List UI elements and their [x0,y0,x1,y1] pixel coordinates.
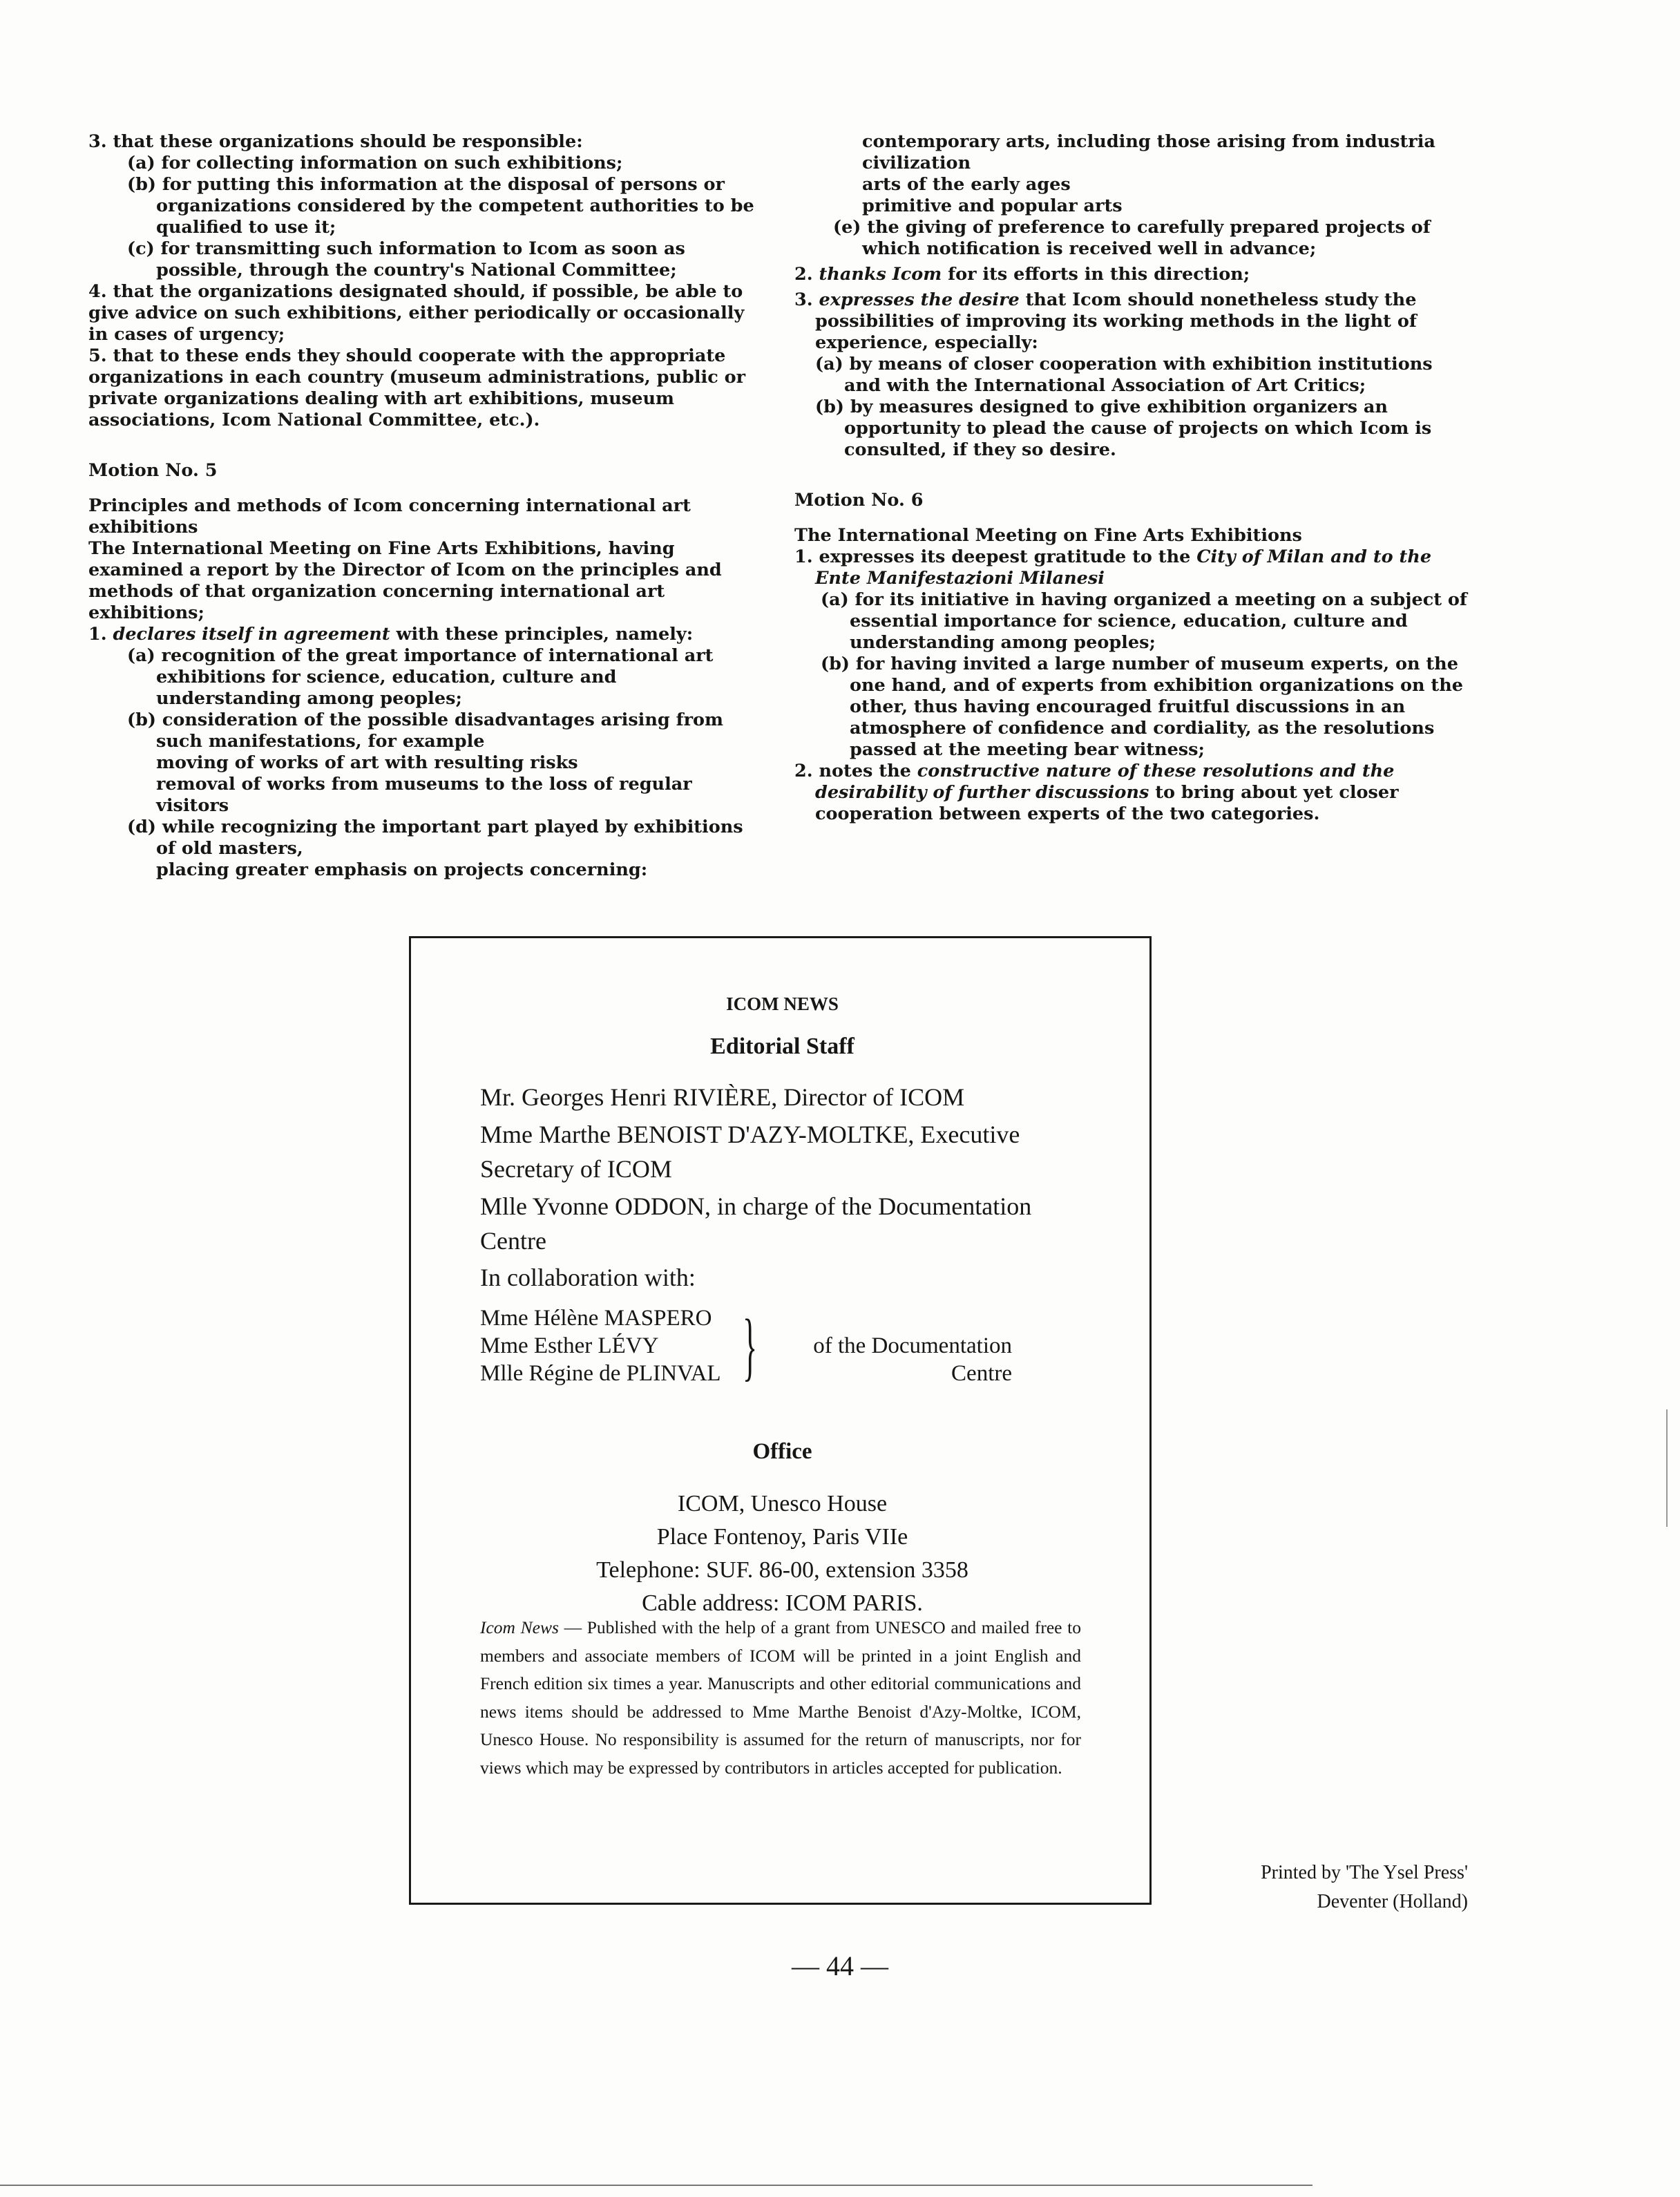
scan-edge-line [0,2185,1312,2186]
collaborator-2: Mme Esther LÉVY [480,1333,659,1358]
item-5: 5. that to these ends they should cooperate with the appropriate organizations in each country (museum administrations, public or private organizations dealing with art exhibitions, museum associations, Icom National Committee, etc.). [88,345,746,430]
staff-director: Mr. Georges Henri RIVIÈRE, Director of ICOM [480,1083,965,1111]
motion-5-intro: The International Meeting on Fine Arts Exhibitions, having examined a report by the Director of Icom on the principles and methods of that organization concerning international art exhibitions; [88,538,722,623]
motion-6-item-1-italic: City of Milan and to the Ente Manifestazioni Milanesi [815,546,1432,589]
motion-5-sub-d: (d) while recognizing the important part played by exhibitions of old masters, [127,817,743,859]
cont-line-2: arts of the early ages [862,174,1071,195]
motion-5-heading: Motion No. 5 [88,460,218,481]
motion-6-item-1: 1. expresses its deepest gratitude to the City of Milan and to the Ente Manifestazioni Milanesi [794,546,1432,589]
item-3-right-italic: expresses the desire [819,289,1020,310]
item-2-italic: thanks Icom [819,264,942,285]
printer-credit [1188,1858,1468,1917]
item-3-right-rest: that Icom should nonetheless study the possibilities of improving its working methods in the light of experience, especially: [815,289,1417,353]
page-number: — 44 — [792,1950,888,1981]
motion-5-b-line-2: removal of works from museums to the loss of regular visitors [156,774,692,816]
staff-documentation: Mlle Yvonne ODDON, in charge of the Documentation Centre [480,1192,1032,1255]
office-address [411,1487,1154,1620]
printer-line-2: Deventer (Holland) [1317,1891,1468,1912]
office-heading: Office [752,1439,812,1464]
motion-6-item-1-rest: expresses its deepest gratitude to the [819,546,1191,567]
motion-5-b-line-1: moving of works of art with resulting risks [156,752,578,773]
motion-6-item-2-italic: constructive nature of these resolutions and the desirability of further discussions [815,761,1395,803]
collaborators-group-label: of the Documentation Centre [813,1333,1012,1386]
item-3b: (b) for putting this information at the disposal of persons or organizations considered by the competent authorities to be qualified to use it; [127,174,754,238]
item-3-right: 3. expresses the desire that Icom should nonetheless study the possibilities of improving its working methods in the light of experience, especially: [794,289,1417,353]
curly-brace-icon: } [743,1304,758,1388]
item-4: 4. that the organizations designated should, if possible, be able to give advice on such exhibitions, either periodically or occasionally in cases of urgency; [88,281,745,345]
office-telephone: Telephone: SUF. 86-00, extension 3358 [596,1557,968,1583]
item-3a: (a) for collecting information on such exhibitions; [127,153,623,173]
item-3: 3. that these organizations should be responsible: [88,131,583,152]
motion-6-sub-a: (a) for its initiative in having organized a meeting on a subject of essential importance for science, education, culture and understanding among peoples; [821,589,1467,653]
publication-note-text: — Published with the help of a grant from UNESCO and mailed free to members and associate members of ICOM will be printed in a joint English and French edition six times a year. Manuscripts and other editorial communications and news items should be addressed to Mme Marthe Benoist d'Azy-Moltke, ICOM, Unesco House. No responsibility is assumed for the return of manuscripts, nor for views which may be expressed by contributors in articles accepted for publication. [480,1617,1081,1778]
motion-5-item-1-italic: declares itself in agreement [113,624,390,645]
motion-6-intro: The International Meeting on Fine Arts Exhibitions [794,525,1302,546]
office-line-2: Place Fontenoy, Paris VIIe [656,1524,908,1550]
motion-6-item-2: 2. notes the constructive nature of these resolutions and the desirability of further discussions to bring about yet closer cooperation between experts of the two categories. [794,761,1399,824]
item-2-rest: for its efforts in this direction; [948,264,1250,285]
staff-secretary: Mme Marthe BENOIST D'AZY-MOLTKE, Executive Secretary of ICOM [480,1121,1020,1183]
staff-list [480,1080,1081,1258]
publication-note [480,1614,1081,1782]
cont-line-1: contemporary arts, including those arising from industria civilization [862,131,1435,173]
box-title: ICOM NEWS [726,993,839,1014]
motion-6-item-2-post: to bring about yet closer cooperation between experts of the two categories. [815,782,1399,824]
printer-line-1: Printed by 'The Ysel Press' [1261,1862,1468,1883]
item-2: 2. thanks Icom for its efforts in this direction; [794,264,1250,285]
motion-6-sub-b: (b) for having invited a large number of museum experts, on the one hand, and of experts from exhibition organizations on the other, thus having encouraged fruitful discussions in an atmosphere of confidence and cordiality, as the resolutions passed at the meeting bear witness; [821,654,1463,760]
motion-5-d-line-1: placing greater emphasis on projects concerning: [156,859,648,880]
office-cable: Cable address: ICOM PARIS. [642,1590,923,1616]
cont-line-3: primitive and popular arts [862,196,1123,216]
motion-5-subheading: Principles and methods of Icom concerning international art exhibitions [88,495,691,538]
publication-note-title: Icom News [480,1617,559,1637]
item-3c: (c) for transmitting such information to Icom as soon as possible, through the country's National Committee; [127,238,685,280]
collaboration-heading: In collaboration with: [480,1264,696,1291]
motion-6-heading: Motion No. 6 [794,490,924,511]
motion-6-item-2-pre: notes the [819,761,911,781]
collaborator-1: Mme Hélène MASPERO [480,1306,712,1331]
motion-5-item-1-rest: with these principles, namely: [396,624,694,645]
item-3-right-a: (a) by means of closer cooperation with exhibition institutions and with the International Association of Art Critics; [815,354,1433,396]
motion-5-sub-a: (a) recognition of the great importance of international art exhibitions for science, education, culture and understanding among peoples; [127,645,714,709]
icom-news-box [409,936,1152,1905]
collaborator-3: Mlle Régine de PLINVAL [480,1361,721,1386]
sub-e: (e) the giving of preference to carefully prepared projects of which notification is received well in advance; [833,217,1431,259]
motion-5-item-1: 1. declares itself in agreement with these principles, namely: [88,624,694,645]
left-column [88,131,762,881]
right-column [794,131,1468,825]
item-3-right-b: (b) by measures designed to give exhibition organizers an opportunity to plead the cause of projects on which Icom is consulted, if they so desire. [815,397,1432,460]
editorial-staff-heading: Editorial Staff [710,1034,855,1059]
office-line-1: ICOM, Unesco House [677,1491,888,1516]
motion-5-sub-b: (b) consideration of the possible disadvantages arising from such manifestations, for example [127,710,724,752]
scan-edge-mark [1666,1409,1668,1527]
